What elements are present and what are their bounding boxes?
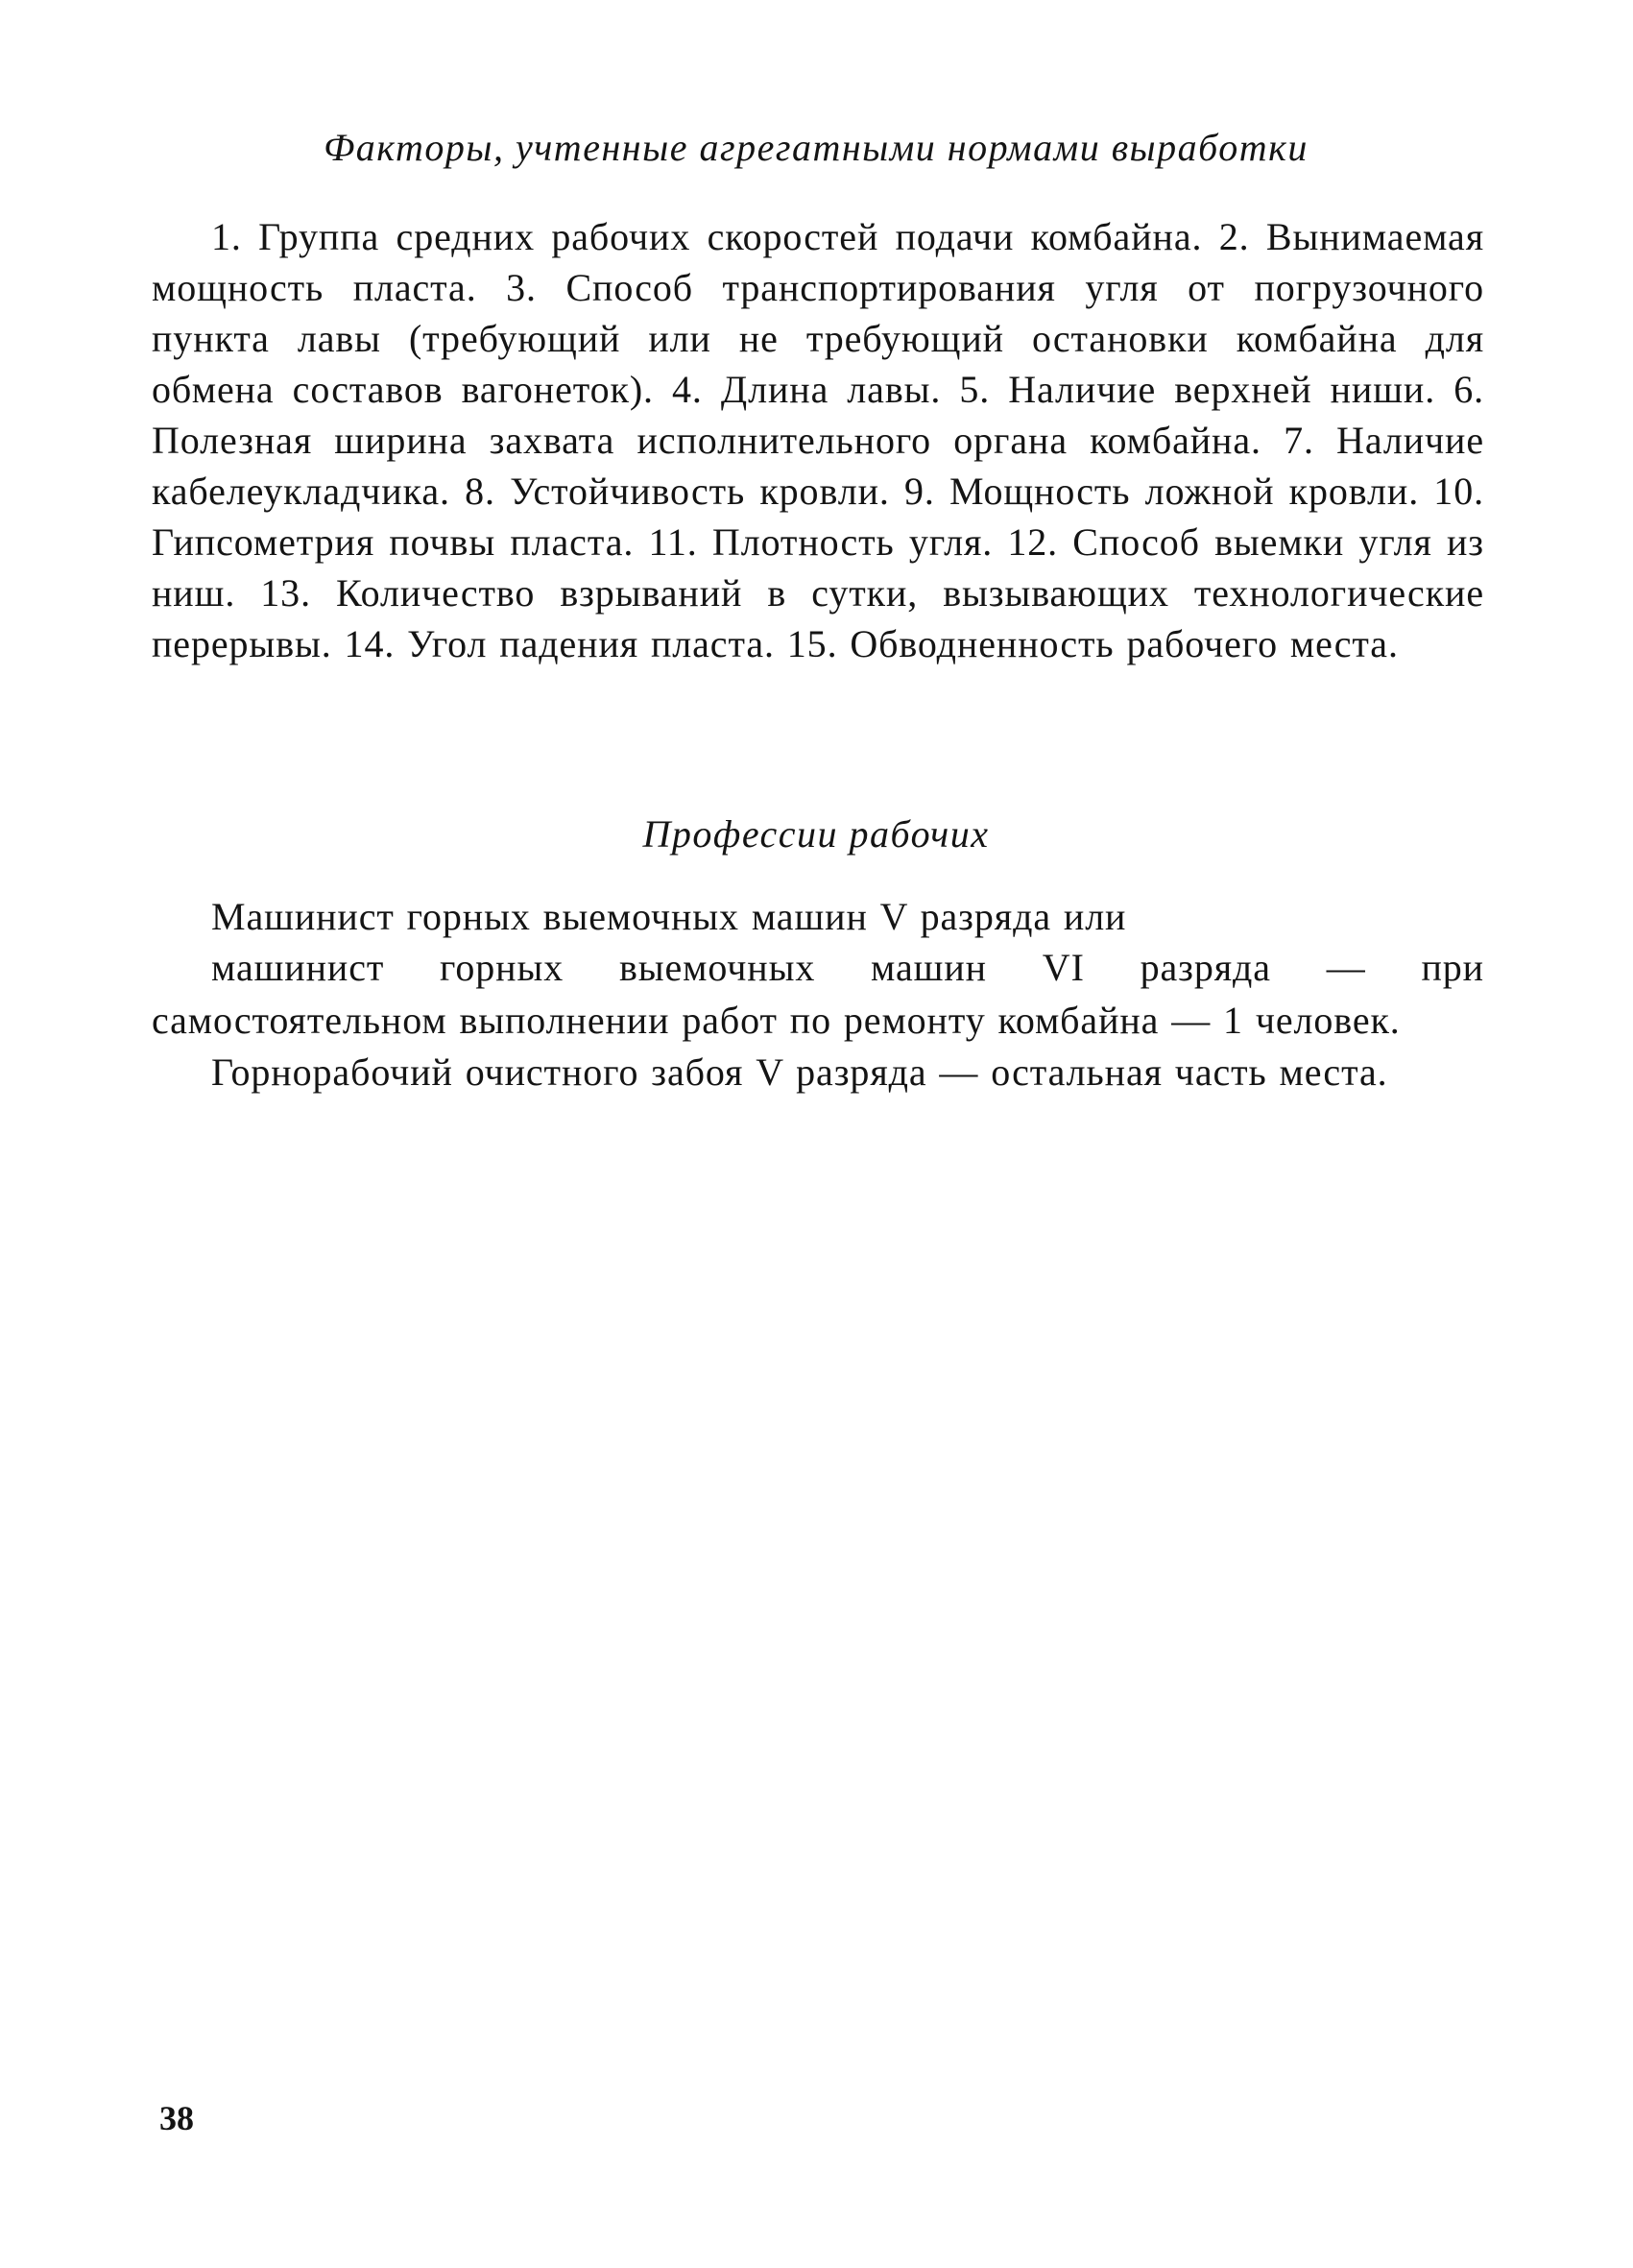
page-number: 38 bbox=[159, 2099, 194, 2137]
professions-heading: Профессии рабочих bbox=[642, 812, 990, 856]
factors-paragraph: 1. Группа средних рабочих скоростей подачи комбайна. 2. Вынимаемая мощность пласта. 3. Способ транспортирования угля от погрузочного пункта лавы (требующий или не требующий остановки комбайна для обмена составов вагонеток). 4. Длина лавы. 5. Наличие верхней ниши. 6. Полезная ширина захвата исполнительного органа комбайна. 7. Наличие кабелеукладчика. 8. Устойчивость кровли. 9. Мощность ложной кровли. 10. Гипсометрия почвы пласта. 11. Плотность угля. 12. Способ выемки угля из ниш. 13. Количество взрываний в сутки, вызывающих технологические перерывы. 14. Угол падения пласта. 15. Обводненность рабочего места. bbox=[152, 215, 1484, 665]
profession-line-3: Горнорабочий очистного забоя V разряда — остальная часть места. bbox=[211, 1050, 1388, 1094]
factors-heading: Факторы, учтенные агрегатными нормами выработки bbox=[324, 126, 1309, 169]
profession-line-2: машинист горных выемочных машин VI разряда — при самостоятельном выполнении работ по ремонту комбайна — 1 человек. bbox=[152, 946, 1484, 1042]
profession-line-1: Машинист горных выемочных машин V разряда или bbox=[211, 895, 1127, 938]
